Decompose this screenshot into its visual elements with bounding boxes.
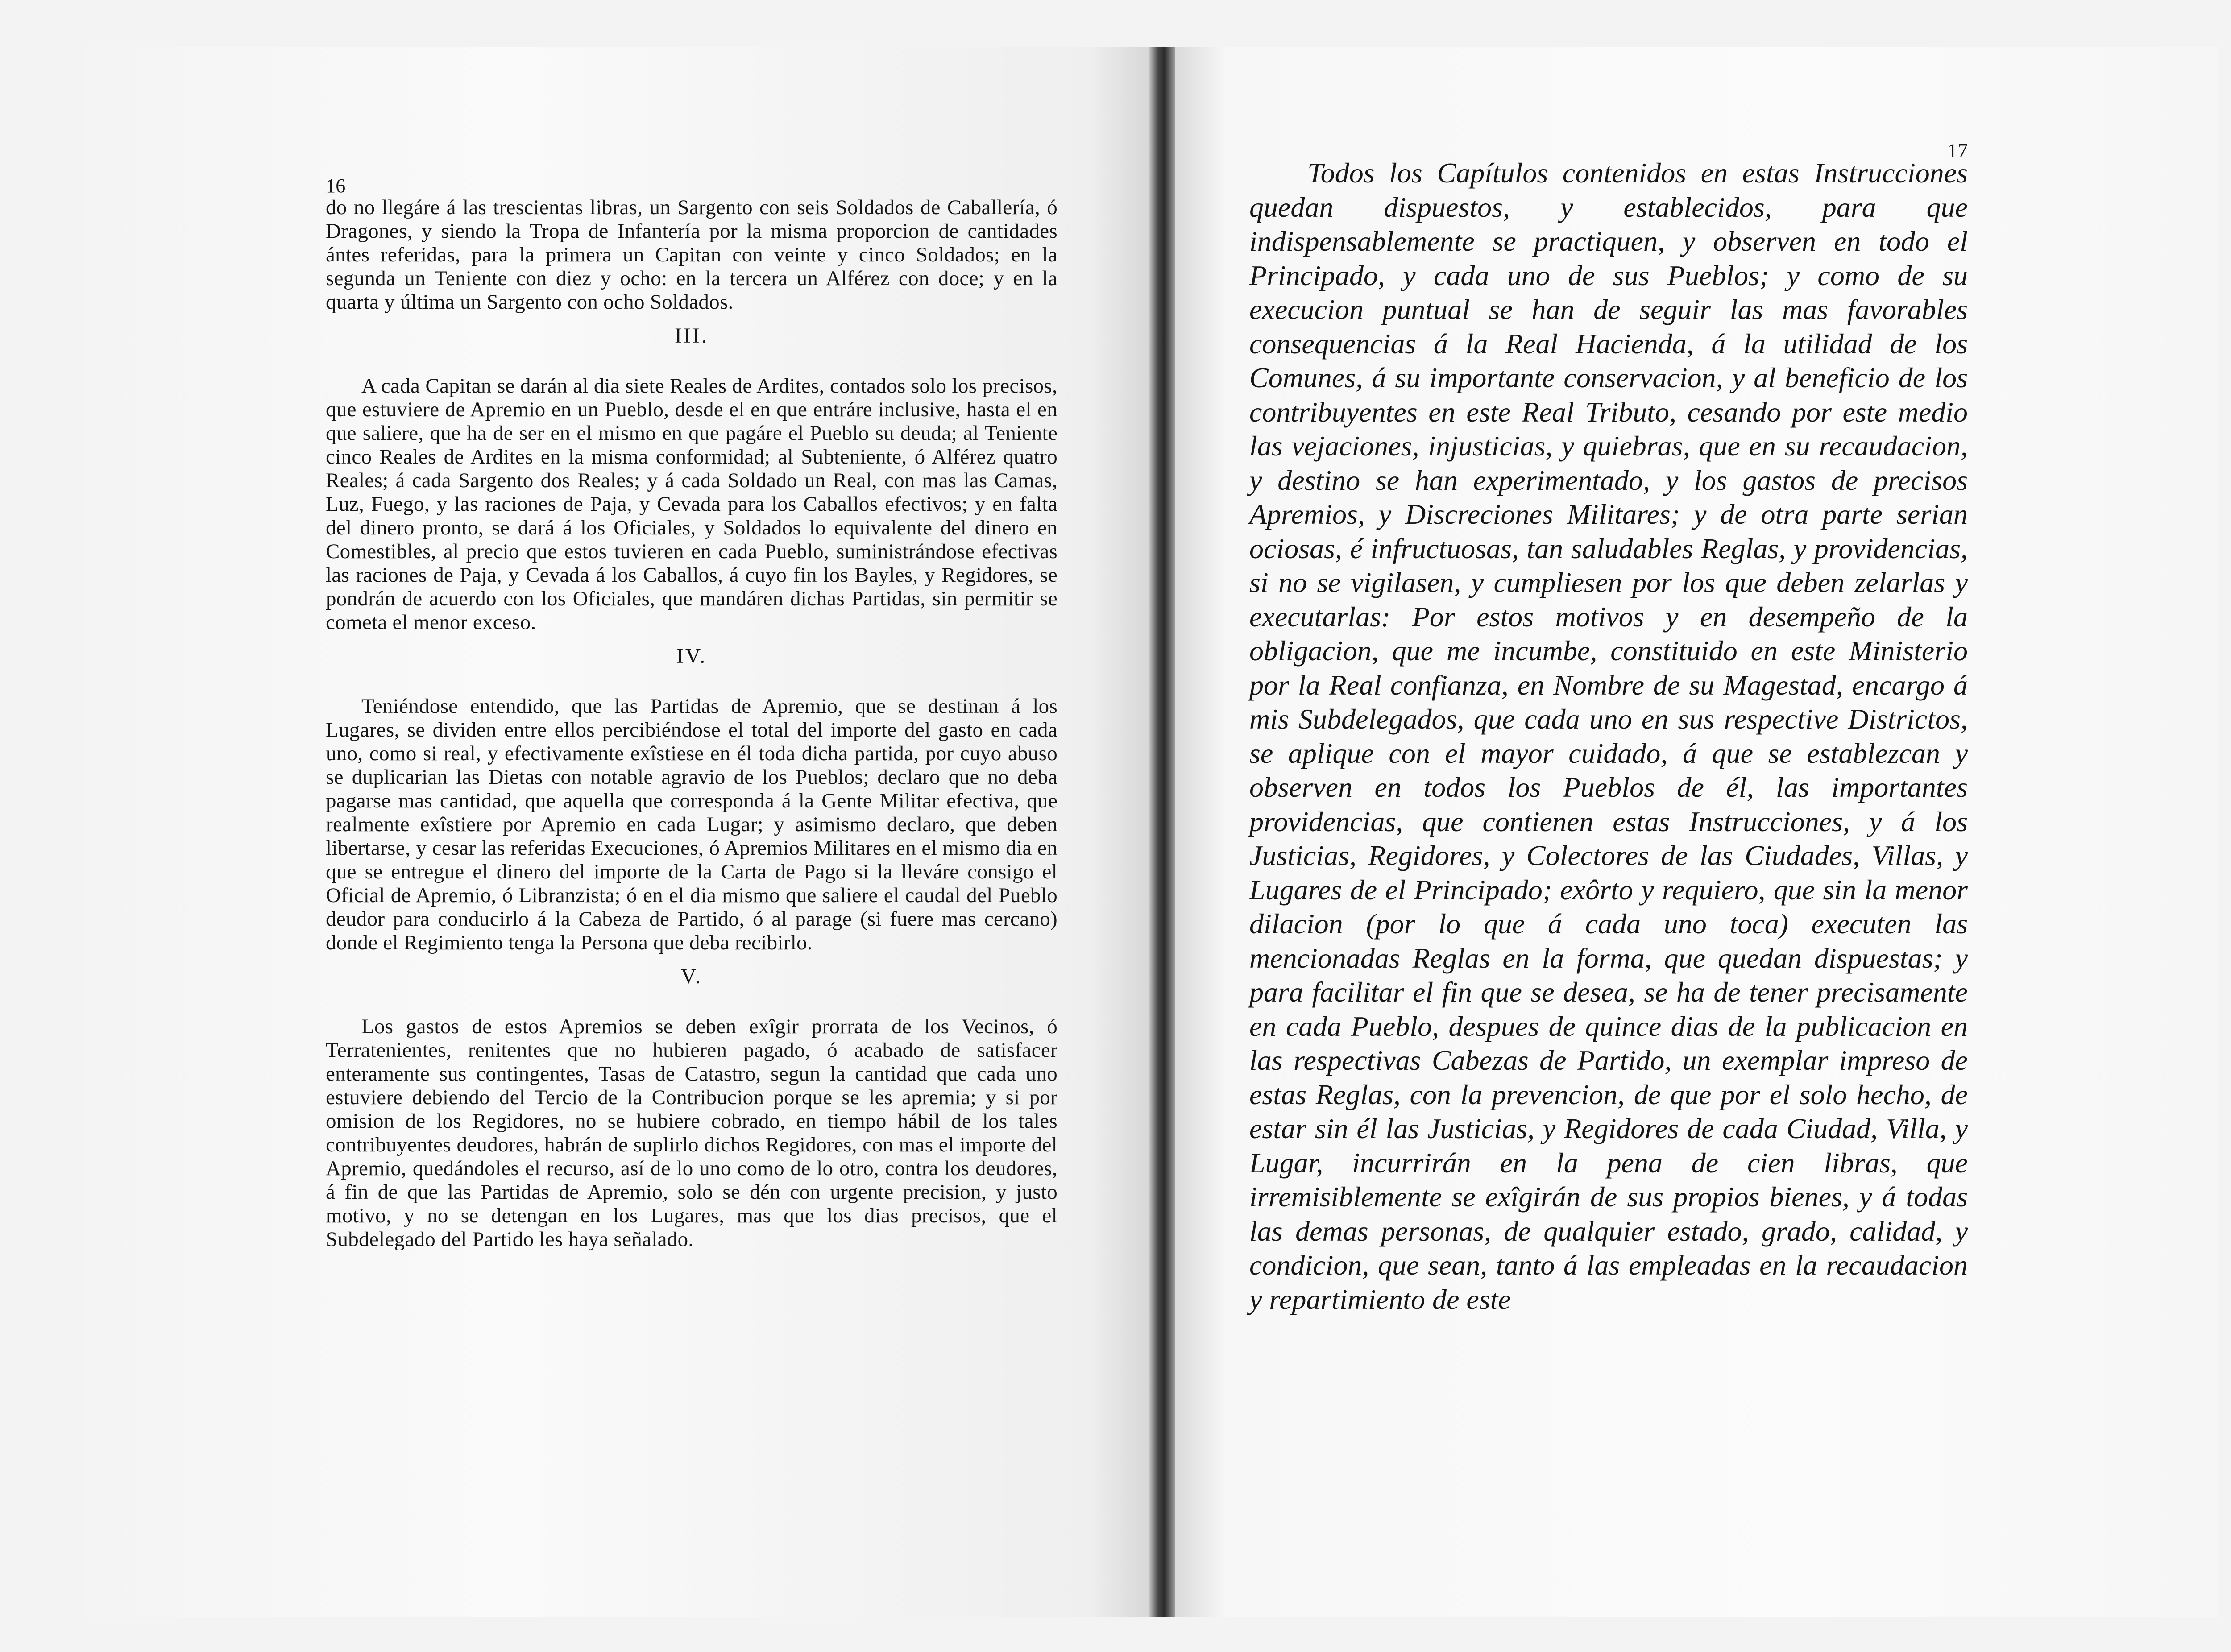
page-number-left: 16 [326, 175, 346, 197]
section-text-iv: Teniéndose entendido, que las Partidas de Apremio, que se destinan á los Lugares, se dividen entre ellos percibiéndose el total del importe del gasto en cada uno, como si real, y efectivamente exîstiese en él toda dicha partida, por cuyo abuso se duplicarian las Dietas con notable agravio de los Pueblos; declaro que no deba pagarse mas cantidad, que aquella que corresponda á la Gente Militar efectiva, que realmente exîstiere por Apremio en cada Lugar; y asimismo declaro, que deben libertarse, y cesar las referidas Execuciones, ó Apremios Militares en el mismo dia en que se entregue el dinero del importe de la Carta de Pago si la lleváre consigo el Oficial de Apremio, ó Libranzista; ó en el dia mismo que saliere el caudal del Pueblo deudor para conducirlo á la Cabeza de Partido, ó al parage (si fuere mas cercano) donde el Regimiento tenga la Persona que deba recibirlo. [326, 695, 1057, 954]
book-gutter [1149, 47, 1175, 1617]
section-heading-iv: IV. [676, 644, 707, 668]
left-page [85, 47, 1153, 1617]
right-page-paragraph: Todos los Capítulos contenidos en estas Instrucciones quedan dispuestos, y establecidos, para que indispensablemente se practiquen, y observen en todo el Principado, y cada uno de sus Pueblos; y como de su execucion puntual se han de seguir las mas favorables consequencias á la Real Hacienda, á la utilidad de los Comunes, á su importante conservacion, y al beneficio de los contribuyentes en este Real Tributo, cesando por este medio las vejaciones, injusticias, y quiebras, que en su recaudacion, y destino se han experimentado, y los gastos de precisos Apremios, y Discreciones Militares; y de otra parte serian ociosas, é infructuosas, tan saludables Reglas, y providencias, si no se vigilasen, y cumpliesen por los que deben zelarlas y executarlas: Por estos motivos y en desempeño de la obligacion, que me incumbe, constituido en este Ministerio por la Real confianza, en Nombre de su Magestad, encargo á mis Subdelegados, que cada uno en sus respective Districtos, se aplique con el mayor cuidado, á que se establezcan y observen en todos los Pueblos de él, las importantes providencias, que contienen estas Instrucciones, y á los Justicias, Regidores, y Colectores de las Ciudades, Villas, y Lugares de el Principado; exôrto y requiero, que sin la menor dilacion (por lo que á cada uno toca) executen las mencionadas Reglas en la forma, que quedan dispuestas; y para facilitar el fin que se desea, se ha de tener precisamente en cada Pueblo, despues de quince dias de la publicacion en las respectivas Cabezas de Partido, un exemplar impreso de estas Reglas, con la prevencion, de que por el solo hecho, de estar sin él las Justicias, y Regidores de cada Ciudad, Villa, y Lugar, incurrirán en la pena de cien libras, que irremisiblemente se exîgirán de sus propios bienes, y á todas las demas personas, de qualquier estado, grado, calidad, y condicion, que sean, tanto á las empleadas en la recaudacion y repartimiento de este [1249, 157, 1968, 1315]
page-number-right: 17 [1947, 139, 1968, 162]
section-text-v: Los gastos de estos Apremios se deben exîgir prorrata de los Vecinos, ó Terratenientes, renitentes que no hubieren pagado, ó acabado de satisfacer enteramente sus contingentes, Tasas de Catastro, segun la cantidad que cada uno estuviere debiendo del Tercio de la Contribucion porque se les apremia; y si por omision de los Regidores, no se hubiere cobrado, en tiempo hábil de los tales contribuyentes deudores, habrán de suplirlo dichos Regidores, con mas el importe del Apremio, quedándoles el recurso, así de lo uno como de lo otro, contra los deudores, á fin de que las Partidas de Apremio, solo se dén con urgente precision, y justo motivo, y no se detengan en los Lugares, mas que los dias precisos, que el Subdelegado del Partido les haya señalado. [326, 1015, 1057, 1251]
right-page-text [1249, 139, 1968, 1317]
section-text-iii: A cada Capitan se darán al dia siete Reales de Ardites, contados solo los precisos, que estuviere de Apremio en un Pueblo, desde el en que entráre inclusive, hasta el en que saliere, que ha de ser en el mismo en que pagáre el Pueblo su deuda; al Teniente cinco Reales de Ardites en la misma conformidad; al Subteniente, ó Alférez quatro Reales; á cada Sargento dos Reales; y á cada Soldado un Real, con mas las Camas, Luz, Fuego, y las raciones de Paja, y Cevada para los Caballos efectivos; y en falta del dinero pronto, se dará á los Oficiales, y Soldados lo equivalente del dinero en Comestibles, al precio que estos tuvieren en cada Pueblo, suministrándose efectivas las raciones de Paja, y Cevada á los Caballos, á cuyo fin los Bayles, y Regidores, se pondrán de acuerdo con los Oficiales, que mandáren dichas Partidas, sin permitir se cometa el menor exceso. [326, 374, 1057, 634]
opening-paragraph: do no llegáre á las trescientas libras, un Sargento con seis Soldados de Caballería, ó Dragones, y siendo la Tropa de Infantería por la misma proporcion de cantidades ántes referidas, para la primera un Capitan con veinte y cinco Soldados; en la segunda un Teniente con diez y ocho: en la tercera un Alférez con doce; y en la quarta y última un Sargento con ocho Soldados. [326, 196, 1057, 314]
section-heading-v: V. [680, 965, 703, 988]
left-page-text [326, 176, 1057, 1251]
section-heading-iii: III. [675, 324, 709, 348]
